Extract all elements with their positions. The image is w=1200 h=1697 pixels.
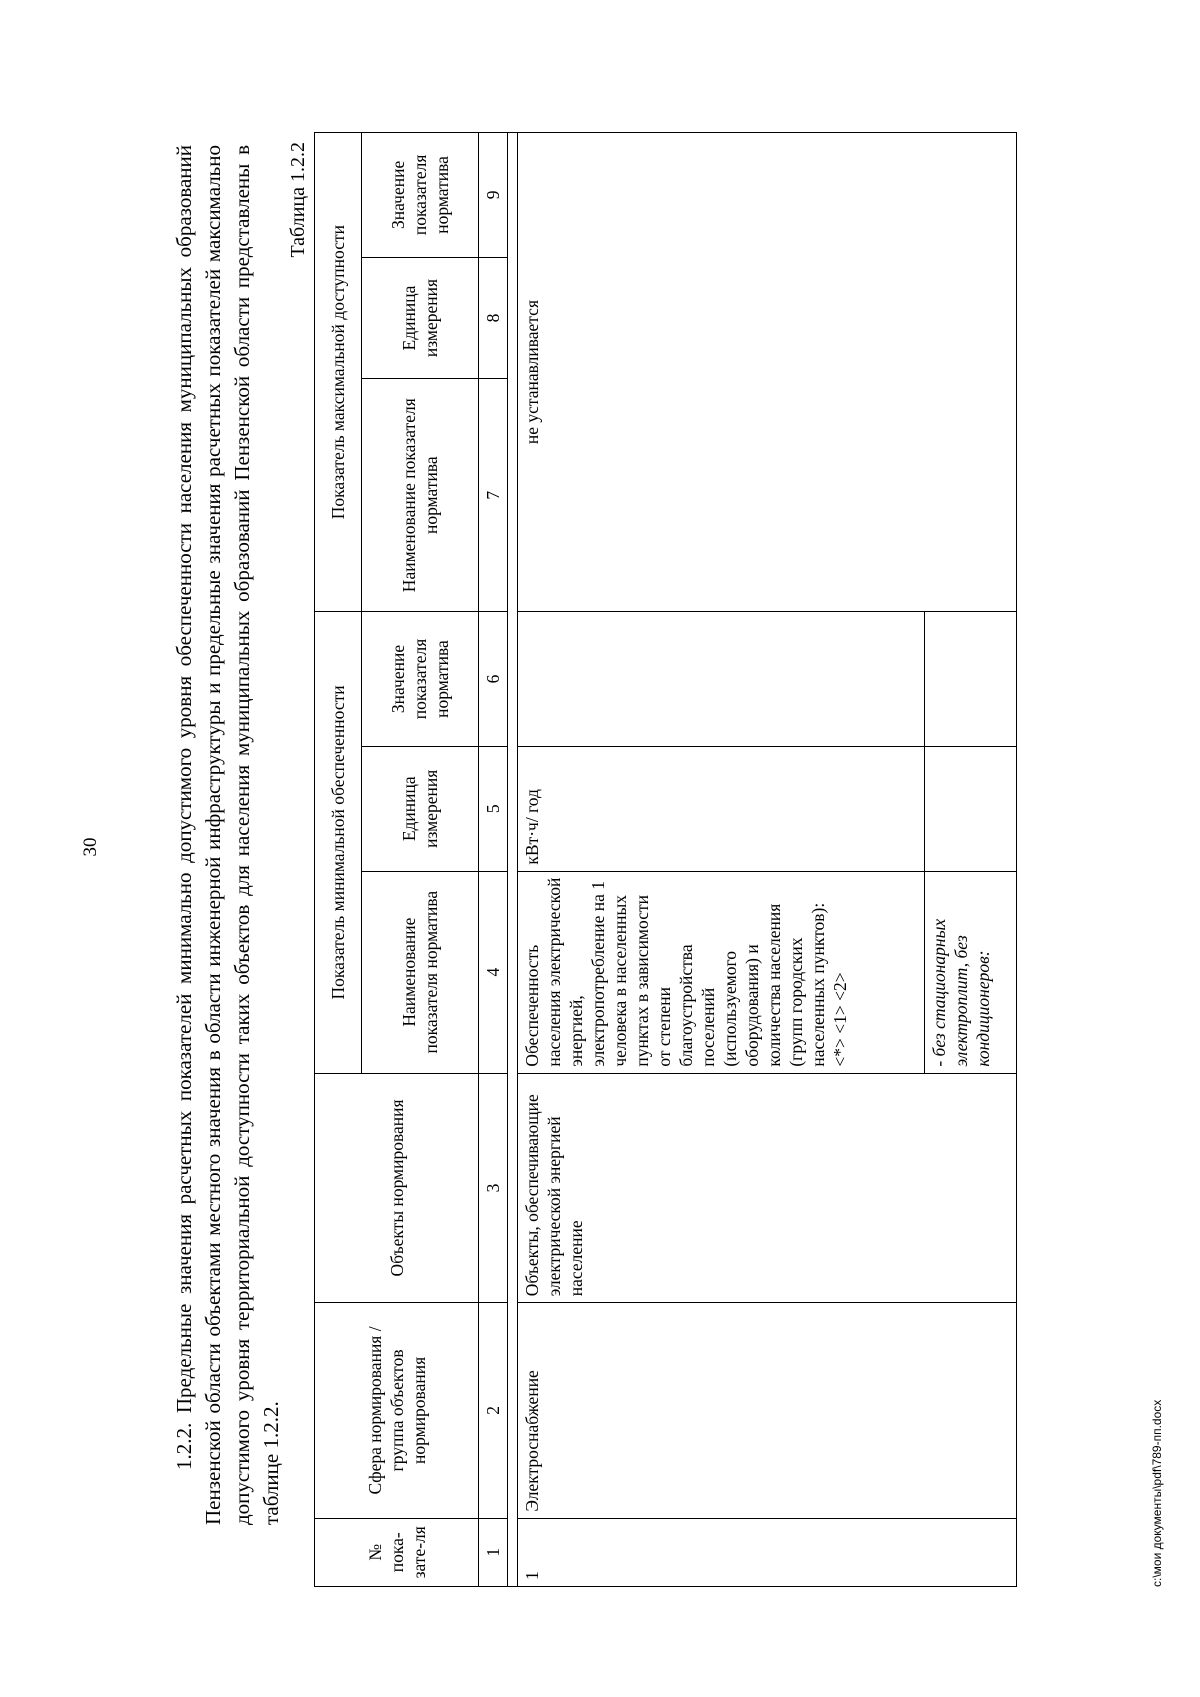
header-min-value: Значение показателя норматива: [362, 612, 479, 747]
separator: [508, 133, 518, 1587]
column-number: 4: [479, 871, 508, 1073]
column-number: 7: [479, 379, 508, 612]
table-caption: Таблица 1.2.2: [287, 142, 309, 258]
column-number: 5: [479, 746, 508, 871]
cell-min-value: [518, 612, 925, 747]
cell-indicator-name: Обеспеченность населения электрической энергией, электропотребление на 1 человека в населенных пунктах в зависимости от степени благоустройства поселений (используемого оборудования) и количества населения (групп городских населенных пунктов): <*> <1> <2>: [518, 871, 925, 1073]
cell-unit: кВт·ч/ год: [518, 746, 925, 871]
column-number: 1: [479, 1518, 508, 1586]
column-number-row: [479, 133, 508, 1587]
header-max-unit: Единица измерения: [362, 257, 479, 378]
cell-sphere: Электроснабжение: [518, 1303, 1017, 1518]
intro-paragraph: [170, 145, 286, 1525]
header-number: № пока-зате-ля: [315, 1518, 479, 1586]
header-max-name: Наименование показателя норматива: [362, 379, 479, 612]
column-number: 8: [479, 257, 508, 378]
header-sphere: Сфера нормирования / группа объектов нормирования: [315, 1303, 479, 1518]
header-max-value: Значение показателя норматива: [362, 133, 479, 258]
column-number: 6: [479, 612, 508, 747]
table-row: [518, 133, 925, 1587]
separator-row: [508, 133, 518, 1587]
column-number: 3: [479, 1073, 508, 1303]
cell-objects: Объекты, обеспечивающие электрической энергией население: [518, 1073, 1017, 1303]
norms-table: [314, 132, 1017, 1587]
header-max-group: Показатель максимальной доступности: [315, 133, 362, 612]
header-objects: Объекты нормирования: [315, 1073, 479, 1303]
header-min-unit: Единица измерения: [362, 746, 479, 871]
header-min-group: Показатель минимальной обеспеченности: [315, 612, 362, 1073]
intro-text: 1.2.2. Предельные значения расчетных показателей минимально допустимого уровня обеспеченности населения муниципальных образований Пензенской области объектами местного значения в области инженерной инфраструктуры и предельные значения расчетных показателей максимально допустимого уровня территориальной доступности таких объектов для населения муниципальных образований Пензенской области представлены в таблице 1.2.2.: [172, 145, 283, 1525]
cell-sub-value: [925, 612, 1017, 747]
cell-sub-label: - без стационарных электроплит, без кондиционеров:: [925, 871, 1017, 1073]
column-number: 2: [479, 1303, 508, 1518]
page-number: 30: [80, 837, 101, 857]
header-min-name: Наименование показателя норматива: [362, 871, 479, 1073]
cell-row-number: 1: [518, 1518, 1017, 1586]
cell-sub-unit: [925, 746, 1017, 871]
column-number: 9: [479, 133, 508, 258]
header-row-group: [315, 133, 362, 1587]
file-path-footer: c:\мои документы\pdf\789-пп.docx: [1150, 1399, 1164, 1587]
cell-max-note: не устанавливается: [518, 133, 1017, 612]
